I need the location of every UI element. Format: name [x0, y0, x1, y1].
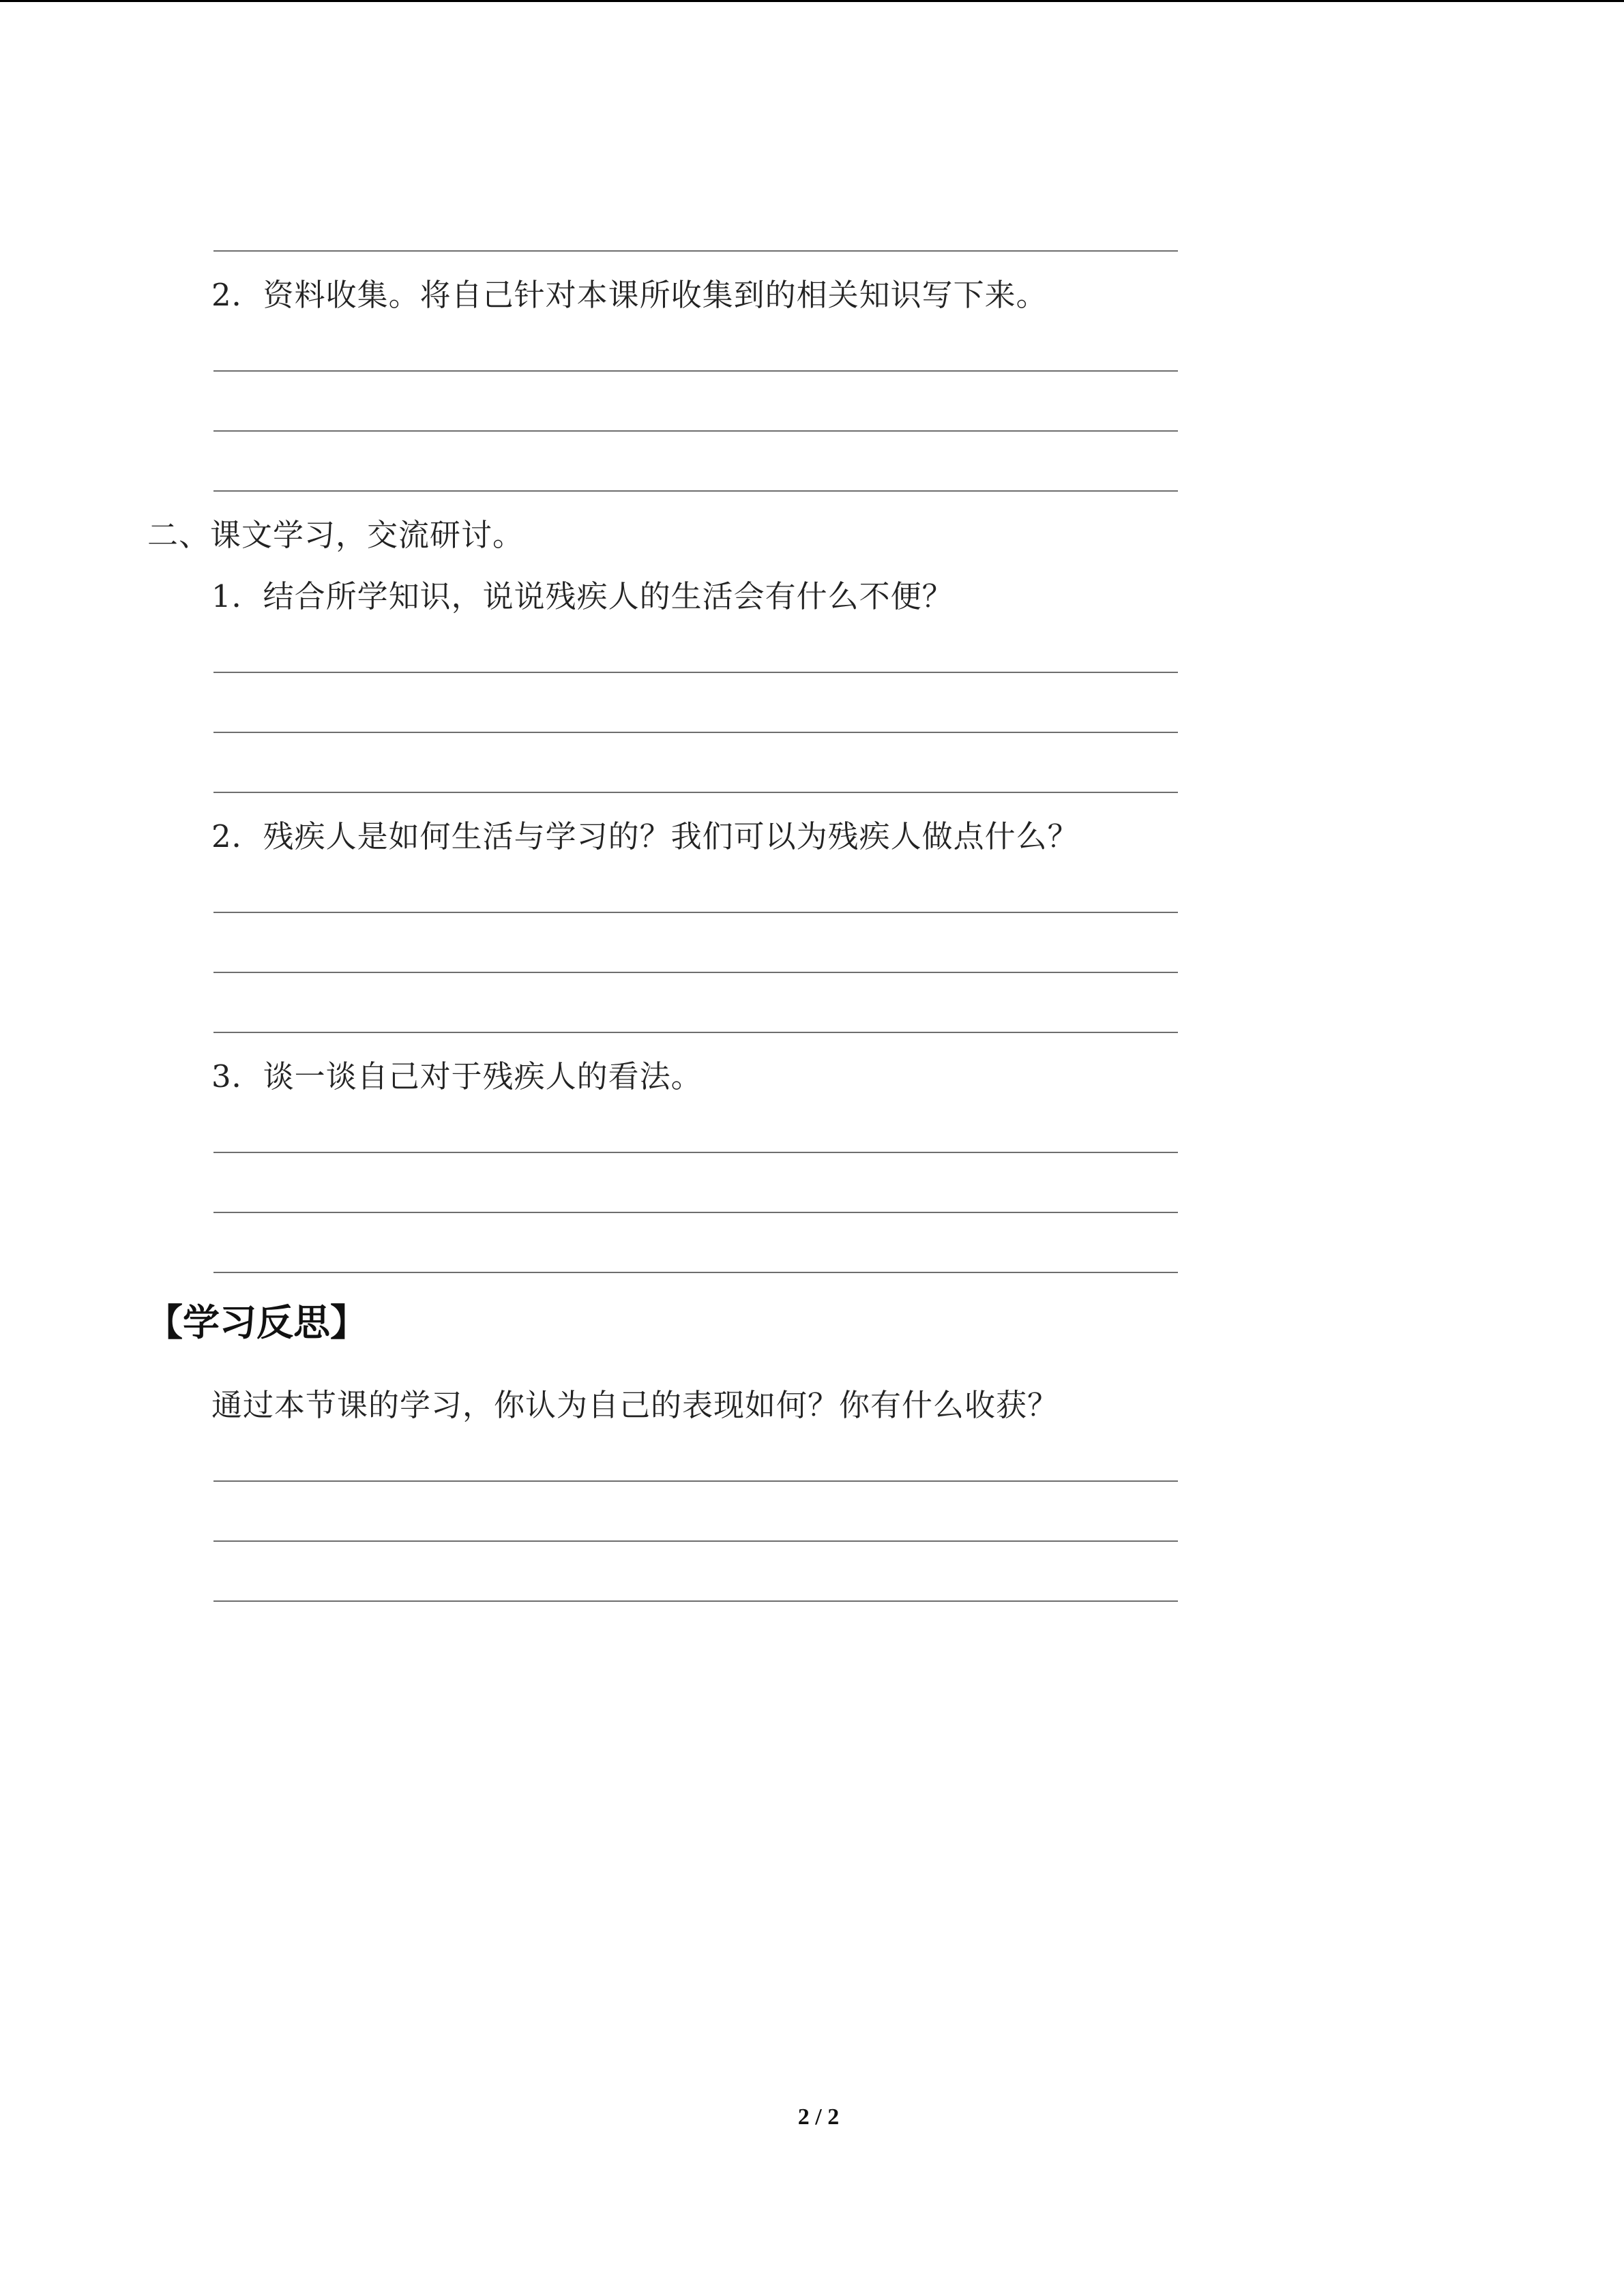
- question-1: 1．结合所学知识，说说残疾人的生活会有什么不便？: [211, 578, 954, 614]
- answer-line[interactable]: [213, 972, 1178, 973]
- answer-line[interactable]: [213, 430, 1178, 432]
- answer-line[interactable]: [213, 672, 1178, 673]
- page-top-border: [0, 0, 1624, 2]
- answer-line[interactable]: [213, 490, 1178, 492]
- answer-line[interactable]: [213, 1152, 1178, 1153]
- page-number: 2 / 2: [797, 2104, 840, 2130]
- answer-line[interactable]: [213, 732, 1178, 733]
- question-2: 2．残疾人是如何生活与学习的？我们可以为残疾人做点什么？: [211, 818, 1079, 854]
- question-3: 3．谈一谈自己对于残疾人的看法。: [211, 1058, 703, 1094]
- answer-line[interactable]: [213, 912, 1178, 913]
- answer-line[interactable]: [213, 1032, 1178, 1033]
- answer-line[interactable]: [213, 1540, 1178, 1542]
- section-heading-lesson-study: 二、课文学习，交流研讨。: [147, 517, 525, 553]
- answer-line[interactable]: [213, 1480, 1178, 1482]
- reflection-heading: 【学习反思】: [146, 1301, 367, 1344]
- answer-line[interactable]: [213, 250, 1178, 252]
- answer-line[interactable]: [213, 370, 1178, 372]
- reflection-prompt: 通过本节课的学习，你认为自己的表现如何？你有什么收获？: [211, 1387, 1059, 1423]
- answer-line[interactable]: [213, 1212, 1178, 1213]
- answer-line[interactable]: [213, 1600, 1178, 1602]
- answer-line[interactable]: [213, 792, 1178, 793]
- answer-line[interactable]: [213, 1272, 1178, 1273]
- question-2-data-collection: 2．资料收集。将自己针对本课所收集到的相关知识写下来。: [211, 277, 1048, 313]
